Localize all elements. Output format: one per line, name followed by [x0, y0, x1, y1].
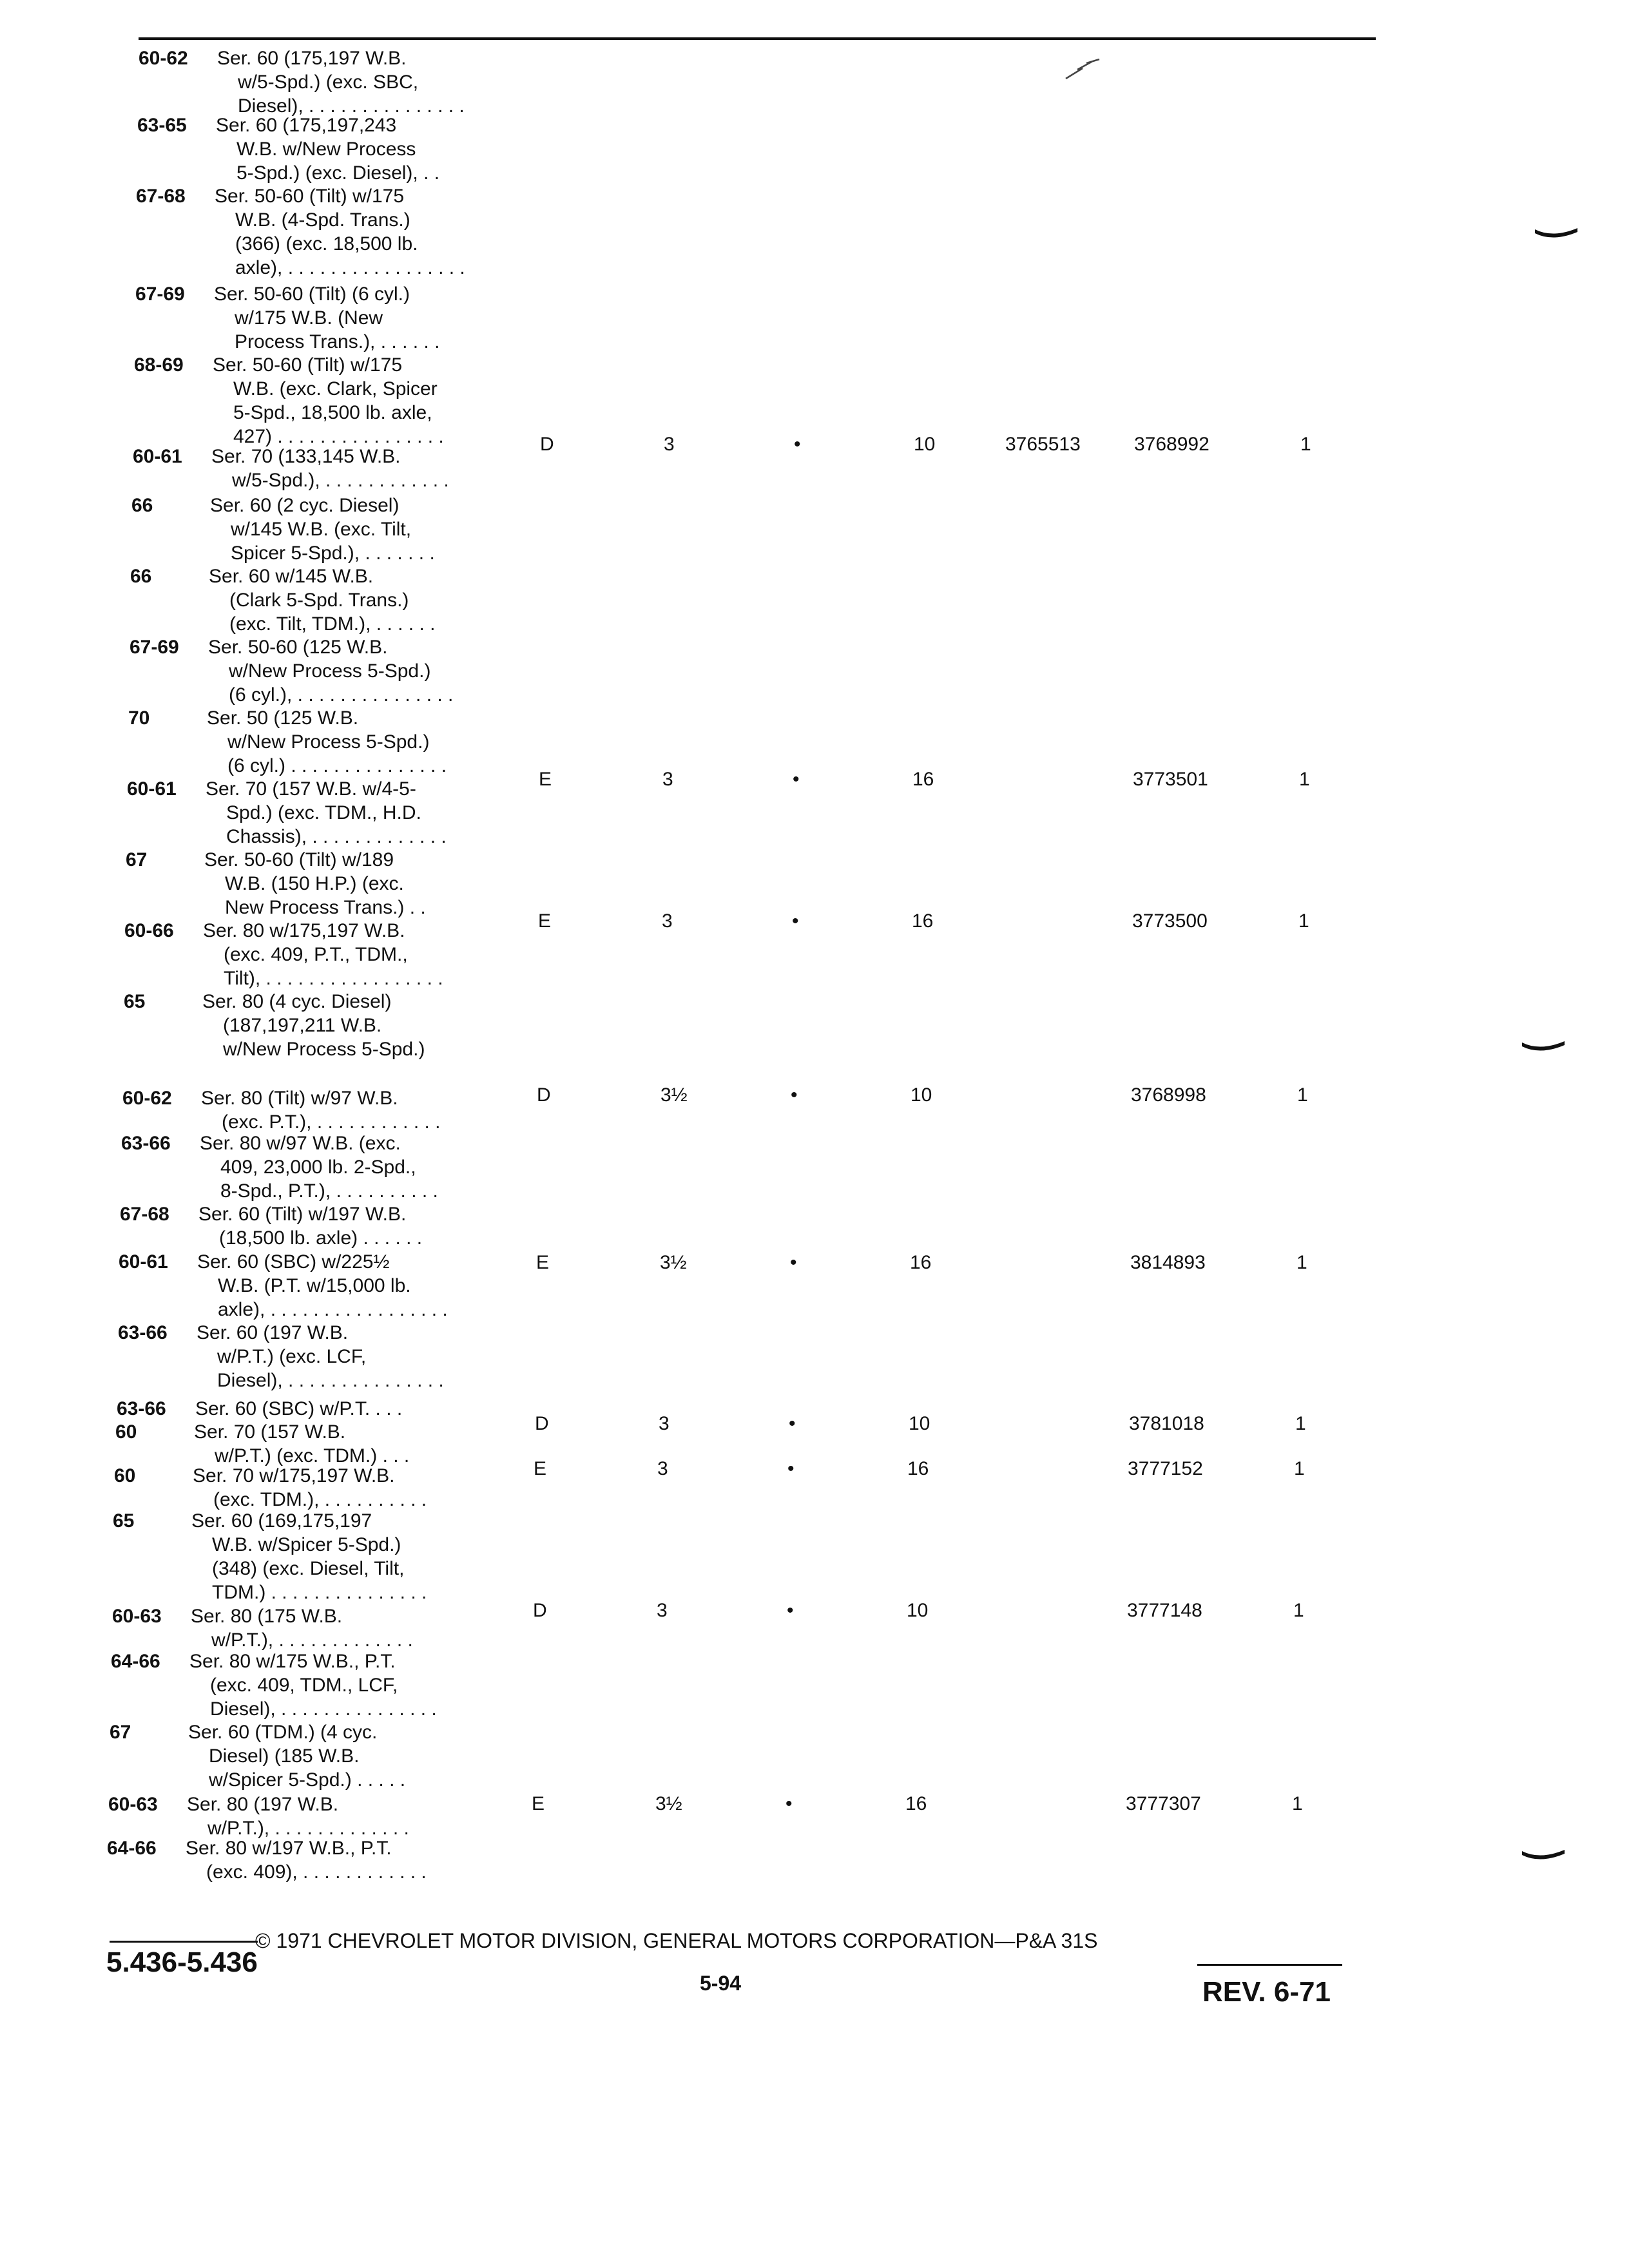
- description-line: 427) . . . . . . . . . . . . . . . .: [233, 426, 444, 447]
- model-years: 64-66: [111, 1651, 160, 1672]
- application-description: [200, 1131, 438, 1203]
- cell-quantity: 1: [1300, 434, 1311, 455]
- cell-mark: •: [790, 1252, 797, 1273]
- cell-type: E: [539, 769, 552, 790]
- description-line: w/Spicer 5-Spd.) . . . . .: [209, 1769, 406, 1791]
- top-rule: [139, 37, 1376, 40]
- cell-mark: •: [792, 910, 799, 932]
- description-line: Tilt), . . . . . . . . . . . . . . . . .: [224, 968, 443, 989]
- description-line: w/175 W.B. (New: [235, 307, 383, 329]
- model-years: 60-61: [133, 446, 182, 467]
- description-line: w/145 W.B. (exc. Tilt,: [231, 519, 412, 540]
- model-years: 67: [126, 849, 148, 870]
- description-line: Ser. 60 w/145 W.B.: [209, 566, 374, 587]
- description-line: Ser. 60 (SBC) w/225½: [197, 1251, 390, 1273]
- description-line: W.B. w/Spicer 5-Spd.): [212, 1534, 401, 1555]
- model-years: 68-69: [134, 354, 184, 376]
- description-line: Chassis), . . . . . . . . . . . . .: [226, 826, 447, 847]
- description-line: w/5-Spd.), . . . . . . . . . . . .: [232, 470, 449, 491]
- description-line: 409, 23,000 lb. 2-Spd.,: [220, 1157, 416, 1178]
- cell-count: 10: [914, 434, 936, 455]
- cell-quantity: 1: [1295, 1413, 1306, 1434]
- description-line: Ser. 50-60 (Tilt) w/175: [213, 354, 403, 376]
- description-line: Diesel), . . . . . . . . . . . . . . .: [238, 95, 465, 117]
- description-line: (348) (exc. Diesel, Tilt,: [212, 1558, 405, 1579]
- cell-count: 10: [911, 1084, 932, 1106]
- cell-part-number: 3781018: [1129, 1413, 1204, 1434]
- description-line: 5-Spd., 18,500 lb. axle,: [233, 402, 432, 423]
- model-years: 65: [113, 1510, 135, 1532]
- footer-copyright: © 1971 CHEVROLET MOTOR DIVISION, GENERAL MOTORS CORPORATION—P&A 31S: [255, 1929, 1098, 1952]
- binding-mark-icon: [1521, 1846, 1566, 1861]
- application-description: [214, 282, 439, 354]
- model-years: 65: [124, 991, 146, 1012]
- pencil-mark-icon: [1063, 57, 1102, 82]
- cell-size: 3½: [660, 1252, 687, 1273]
- model-years: 60-63: [112, 1606, 162, 1627]
- description-line: Spicer 5-Spd.), . . . . . . .: [231, 543, 435, 564]
- description-line: Ser. 60 (175,197 W.B.: [217, 48, 407, 69]
- application-description: [198, 1202, 422, 1250]
- cell-count: 10: [907, 1600, 929, 1621]
- description-line: Ser. 70 (133,145 W.B.: [211, 446, 401, 467]
- cell-type: E: [536, 1252, 550, 1273]
- cell-quantity: 1: [1297, 1084, 1308, 1106]
- cell-mark: •: [794, 434, 801, 455]
- model-years: 63-65: [137, 115, 187, 136]
- model-years: 67-68: [136, 186, 186, 207]
- cell-type: D: [533, 1600, 547, 1621]
- footer-section-code: 5.436-5.436: [106, 1946, 258, 1978]
- description-line: (6 cyl.), . . . . . . . . . . . . . . .: [229, 684, 454, 706]
- model-years: 67-69: [130, 637, 179, 658]
- application-description: [189, 1649, 437, 1721]
- description-line: Ser. 70 (157 W.B.: [194, 1421, 346, 1443]
- table-row: [0, 1791, 1353, 1817]
- description-line: Ser. 60 (197 W.B.: [197, 1322, 349, 1343]
- application-description: [197, 1321, 444, 1392]
- cell-size: 3: [657, 1458, 668, 1479]
- footer-rule-right: [1197, 1964, 1342, 1966]
- cell-mark: •: [787, 1458, 795, 1479]
- description-line: W.B. (exc. Clark, Spicer: [233, 378, 438, 399]
- cell-mark: •: [789, 1413, 796, 1434]
- cell-type: D: [540, 434, 554, 455]
- description-line: (exc. 409, TDM., LCF,: [210, 1675, 398, 1696]
- cell-type: D: [537, 1084, 551, 1106]
- description-line: w/New Process 5-Spd.): [227, 731, 430, 753]
- cell-quantity: 1: [1296, 1252, 1307, 1273]
- description-line: w/New Process 5-Spd.): [229, 660, 431, 682]
- description-line: New Process Trans.) . .: [225, 897, 426, 918]
- description-line: w/P.T.) (exc. TDM.) . . .: [215, 1445, 410, 1466]
- description-line: w/5-Spd.) (exc. SBC,: [238, 72, 419, 93]
- table-row: [0, 1598, 1353, 1624]
- description-line: Ser. 80 w/197 W.B., P.T.: [186, 1838, 392, 1859]
- description-line: w/New Process 5-Spd.): [223, 1039, 425, 1060]
- description-line: Ser. 80 (175 W.B.: [191, 1606, 343, 1627]
- cell-mark: •: [791, 1084, 798, 1106]
- description-line: W.B. (4-Spd. Trans.): [235, 209, 410, 231]
- model-years: 60-66: [124, 920, 174, 941]
- cell-quantity: 1: [1298, 910, 1309, 932]
- cell-count: 16: [905, 1793, 927, 1814]
- binding-mark-icon: [1534, 224, 1579, 240]
- description-line: (187,197,211 W.B.: [223, 1015, 382, 1036]
- cell-part-number: 3768998: [1131, 1084, 1206, 1106]
- cell-count: 16: [912, 769, 934, 790]
- description-line: Ser. 50 (125 W.B.: [207, 707, 359, 729]
- description-line: Ser. 60 (TDM.) (4 cyc.: [188, 1722, 378, 1743]
- cell-size: 3: [662, 769, 673, 790]
- cell-size: 3: [659, 1413, 670, 1434]
- description-line: w/P.T.), . . . . . . . . . . . . .: [211, 1629, 413, 1651]
- description-line: (exc. P.T.), . . . . . . . . . . . .: [222, 1111, 441, 1133]
- model-years: 64-66: [107, 1838, 157, 1859]
- model-years: 67-69: [135, 284, 185, 305]
- description-line: Ser. 60 (2 cyc. Diesel): [210, 495, 400, 516]
- cell-mark: •: [793, 769, 800, 790]
- description-line: (exc. 409, P.T., TDM.,: [224, 944, 408, 965]
- model-years: 70: [128, 707, 150, 729]
- description-line: W.B. (150 H.P.) (exc.: [225, 873, 404, 894]
- description-line: Ser. 80 w/97 W.B. (exc.: [200, 1133, 401, 1154]
- description-line: Ser. 60 (175,197,243: [216, 115, 397, 136]
- cell-mark: •: [786, 1793, 793, 1814]
- table-row: [0, 432, 1353, 457]
- description-line: Ser. 80 (197 W.B.: [187, 1794, 339, 1815]
- model-years: 67: [110, 1722, 131, 1743]
- binding-mark-icon: [1521, 1037, 1566, 1053]
- cell-size: 3: [657, 1600, 668, 1621]
- cell-type: E: [534, 1458, 547, 1479]
- description-line: (366) (exc. 18,500 lb.: [235, 233, 418, 255]
- footer-page-number: 5-94: [700, 1972, 742, 1995]
- cell-count: 10: [909, 1413, 930, 1434]
- description-line: Ser. 50-60 (Tilt) w/175: [215, 186, 405, 207]
- application-description: [210, 494, 435, 565]
- model-years: 60: [114, 1465, 136, 1486]
- model-years: 63-66: [117, 1398, 166, 1419]
- cell-part-number: 3777152: [1128, 1458, 1203, 1479]
- cell-count: 16: [912, 910, 934, 932]
- table-row: [0, 1082, 1353, 1108]
- table-row: [0, 1411, 1353, 1437]
- description-line: w/P.T.) (exc. LCF,: [217, 1346, 367, 1367]
- model-years: 60-62: [139, 48, 188, 69]
- application-description: [209, 564, 435, 636]
- cell-quantity: 1: [1294, 1458, 1305, 1479]
- cell-quantity: 1: [1299, 769, 1310, 790]
- cell-quantity: 1: [1292, 1793, 1303, 1814]
- description-line: (exc. Tilt, TDM.), . . . . . .: [229, 613, 436, 635]
- model-years: 60-63: [108, 1794, 158, 1815]
- description-line: Ser. 50-60 (Tilt) (6 cyl.): [214, 284, 410, 305]
- description-line: (Clark 5-Spd. Trans.): [229, 590, 409, 611]
- cell-type: E: [538, 910, 552, 932]
- cell-type: E: [532, 1793, 545, 1814]
- description-line: Ser. 80 w/175 W.B., P.T.: [189, 1651, 396, 1672]
- application-description: [191, 1509, 427, 1604]
- description-line: Ser. 80 w/175,197 W.B.: [203, 920, 405, 941]
- description-line: axle), . . . . . . . . . . . . . . . . .: [218, 1299, 448, 1320]
- model-years: 60: [115, 1421, 137, 1443]
- footer-revision: REV. 6-71: [1202, 1976, 1331, 2008]
- application-description: [186, 1836, 427, 1884]
- description-line: (exc. 409), . . . . . . . . . . . .: [206, 1861, 427, 1883]
- description-line: 5-Spd.) (exc. Diesel), . .: [236, 162, 440, 184]
- description-line: Ser. 80 (Tilt) w/97 W.B.: [201, 1088, 398, 1109]
- model-years: 66: [130, 566, 152, 587]
- cell-part-number: 3814893: [1130, 1252, 1206, 1273]
- description-line: Ser. 60 (Tilt) w/197 W.B.: [198, 1204, 407, 1225]
- table-row: [0, 1250, 1353, 1276]
- description-line: Diesel), . . . . . . . . . . . . . . .: [217, 1370, 444, 1391]
- description-line: TDM.) . . . . . . . . . . . . . . .: [212, 1582, 427, 1603]
- description-line: Ser. 50-60 (125 W.B.: [208, 637, 388, 658]
- description-line: Ser. 50-60 (Tilt) w/189: [204, 849, 394, 870]
- table-row: [0, 908, 1353, 934]
- cell-type: D: [535, 1413, 549, 1434]
- model-years: 66: [131, 495, 153, 516]
- description-line: w/P.T.), . . . . . . . . . . . . .: [207, 1818, 409, 1839]
- description-line: (exc. TDM.), . . . . . . . . . .: [213, 1489, 427, 1510]
- table-row: [0, 767, 1353, 793]
- model-years: 63-66: [121, 1133, 171, 1154]
- application-description: [216, 113, 439, 185]
- model-years: 60-62: [122, 1088, 172, 1109]
- cell-size: 3½: [660, 1084, 688, 1106]
- description-line: Process Trans.), . . . . . .: [235, 331, 440, 352]
- description-line: 8-Spd., P.T.), . . . . . . . . . .: [220, 1180, 438, 1202]
- description-line: Ser. 80 (4 cyc. Diesel): [202, 991, 392, 1012]
- cell-count: 16: [910, 1252, 932, 1273]
- description-line: Ser. 70 (157 W.B. w/4-5-: [206, 778, 416, 800]
- description-line: Ser. 70 w/175,197 W.B.: [193, 1465, 395, 1486]
- application-description: [188, 1720, 405, 1792]
- description-line: (18,500 lb. axle) . . . . . .: [219, 1227, 423, 1249]
- description-line: axle), . . . . . . . . . . . . . . . . .: [235, 257, 465, 278]
- cell-part-primary: 3765513: [1005, 434, 1081, 455]
- cell-part-number: 3777148: [1127, 1600, 1202, 1621]
- cell-part-number: 3777307: [1126, 1793, 1201, 1814]
- description-line: Ser. 60 (169,175,197: [191, 1510, 372, 1532]
- cell-mark: •: [787, 1600, 794, 1621]
- cell-part-number: 3773501: [1133, 769, 1208, 790]
- application-description: [208, 635, 453, 707]
- cell-count: 16: [907, 1458, 929, 1479]
- table-row: [0, 1456, 1353, 1482]
- description-line: Diesel), . . . . . . . . . . . . . . .: [210, 1698, 437, 1720]
- cell-quantity: 1: [1293, 1600, 1304, 1621]
- description-line: W.B. (P.T. w/15,000 lb.: [218, 1275, 411, 1296]
- cell-part-number: 3768992: [1134, 434, 1210, 455]
- model-years: 63-66: [118, 1322, 168, 1343]
- cell-size: 3½: [655, 1793, 682, 1814]
- model-years: 67-68: [120, 1204, 169, 1225]
- application-description: [215, 184, 465, 280]
- description-line: Ser. 60 (SBC) w/P.T. . . .: [195, 1398, 403, 1419]
- description-line: Diesel) (185 W.B.: [209, 1745, 360, 1767]
- cell-part-number: 3773500: [1132, 910, 1208, 932]
- description-line: W.B. w/New Process: [236, 139, 416, 160]
- footer-rule-left: [110, 1941, 258, 1943]
- model-years: 60-61: [127, 778, 177, 800]
- model-years: 60-61: [119, 1251, 168, 1273]
- application-description: [202, 990, 425, 1061]
- cell-size: 3: [664, 434, 675, 455]
- description-line: (6 cyl.) . . . . . . . . . . . . . . .: [227, 755, 447, 776]
- cell-size: 3: [662, 910, 673, 932]
- description-line: Spd.) (exc. TDM., H.D.: [226, 802, 421, 823]
- application-description: [217, 46, 465, 118]
